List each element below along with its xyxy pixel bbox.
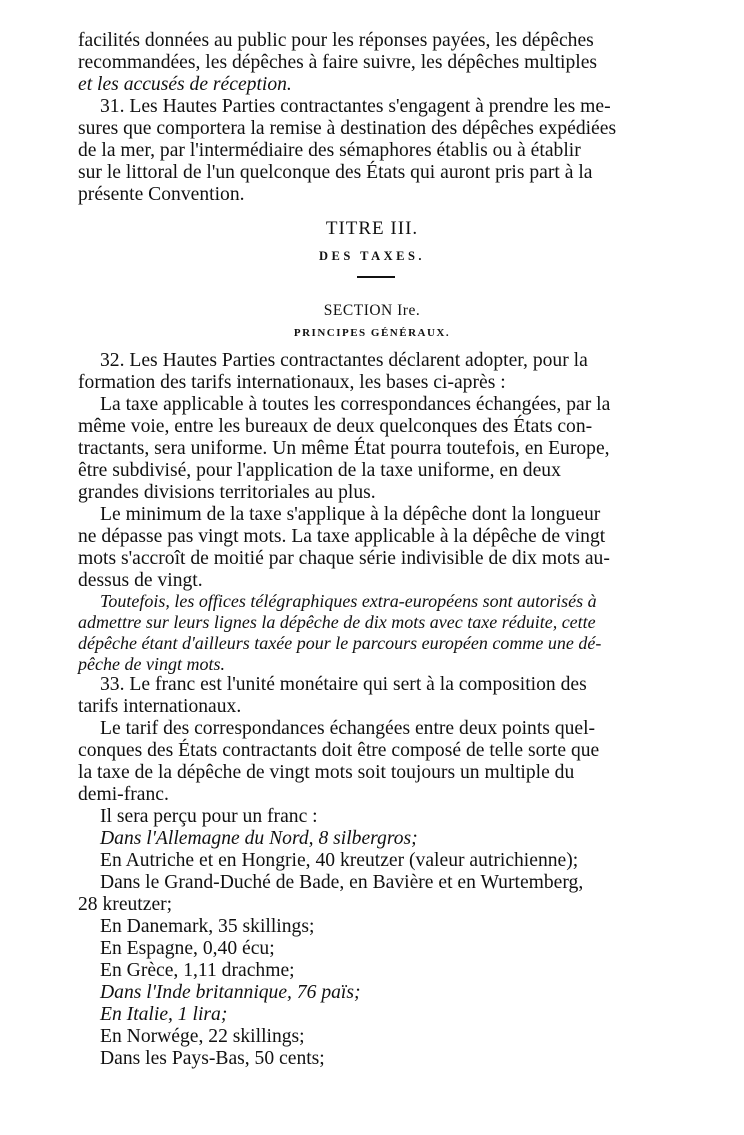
text-line: même voie, entre les bureaux de deux quelconques des États con- <box>78 416 593 437</box>
list-item: Dans les Pays-Bas, 50 cents; <box>100 1048 325 1069</box>
text-line: 31. Les Hautes Parties contractantes s'engagent à prendre les me- <box>100 96 611 117</box>
list-item: Dans le Grand-Duché de Bade, en Bavière et en Wurtemberg, <box>100 872 584 893</box>
divider-rule <box>357 276 395 278</box>
list-item: En Espagne, 0,40 écu; <box>100 938 275 959</box>
text-line: être subdivisé, pour l'application de la taxe uniforme, en deux <box>78 460 561 481</box>
text-line: grandes divisions territoriales au plus. <box>78 482 376 503</box>
text-line: et les accusés de réception. <box>78 74 292 95</box>
text-line: pêche de vingt mots. <box>78 654 225 674</box>
text-line: conques des États contractants doit être composé de telle sorte que <box>78 740 600 761</box>
section-subheading: PRINCIPES GÉNÉRAUX. <box>293 327 451 339</box>
list-item: En Italie, 1 lira; <box>100 1004 228 1025</box>
text-line: facilités données au public pour les réponses payées, les dépêches <box>78 30 594 51</box>
text-line: ne dépasse pas vingt mots. La taxe applicable à la dépêche de vingt <box>78 526 606 547</box>
text-line: tarifs internationaux. <box>78 696 242 717</box>
text-line: tractants, sera uniforme. Un même État pourra toutefois, en Europe, <box>78 438 610 459</box>
text-line: Toutefois, les offices télégraphiques extra-européens sont autorisés à <box>100 591 597 611</box>
list-item: En Autriche et en Hongrie, 40 kreutzer (valeur autrichienne); <box>100 850 579 871</box>
list-item: En Norwége, 22 skillings; <box>100 1026 305 1047</box>
text-line: recommandées, les dépêches à faire suivre, les dépêches multiples <box>78 52 598 73</box>
text-line: 33. Le franc est l'unité monétaire qui sert à la composition des <box>100 674 587 695</box>
text-line: demi-franc. <box>78 784 169 805</box>
list-item: Dans l'Inde britannique, 76 païs; <box>100 982 361 1003</box>
text-line: de la mer, par l'intermédiaire des sémaphores établis ou à établir <box>78 140 581 161</box>
text-line: présente Convention. <box>78 184 245 205</box>
text-line: dépêche étant d'ailleurs taxée pour le parcours européen comme une dé- <box>78 633 602 653</box>
text-line: formation des tarifs internationaux, les bases ci-après : <box>78 372 506 393</box>
text-line: dessus de vingt. <box>78 570 203 591</box>
text-line: Le tarif des correspondances échangées entre deux points quel- <box>100 718 596 739</box>
list-item: Dans l'Allemagne du Nord, 8 silbergros; <box>100 828 418 849</box>
text-line: sures que comportera la remise à destination des dépêches expédiées <box>78 118 617 139</box>
text-line: Il sera perçu pour un franc : <box>100 806 318 827</box>
text-line: admettre sur leurs lignes la dépêche de dix mots avec taxe réduite, cette <box>78 612 596 632</box>
text-line: mots s'accroît de moitié par chaque série indivisible de dix mots au- <box>78 548 610 569</box>
list-item: 28 kreutzer; <box>78 894 173 915</box>
list-item: En Grèce, 1,11 drachme; <box>100 960 295 981</box>
text-line: Le minimum de la taxe s'applique à la dépêche dont la longueur <box>100 504 601 525</box>
text-line: La taxe applicable à toutes les correspondances échangées, par la <box>100 394 611 415</box>
title-subheading: DES TAXES. <box>318 249 426 263</box>
text-line: la taxe de la dépêche de vingt mots soit toujours un multiple du <box>78 762 575 783</box>
text-line: 32. Les Hautes Parties contractantes déclarent adopter, pour la <box>100 350 588 371</box>
text-line: sur le littoral de l'un quelconque des États qui auront pris part à la <box>78 162 593 183</box>
list-item: En Danemark, 35 skillings; <box>100 916 315 937</box>
title-heading: TITRE III. <box>325 218 419 239</box>
section-heading: SECTION Ire. <box>323 302 421 319</box>
